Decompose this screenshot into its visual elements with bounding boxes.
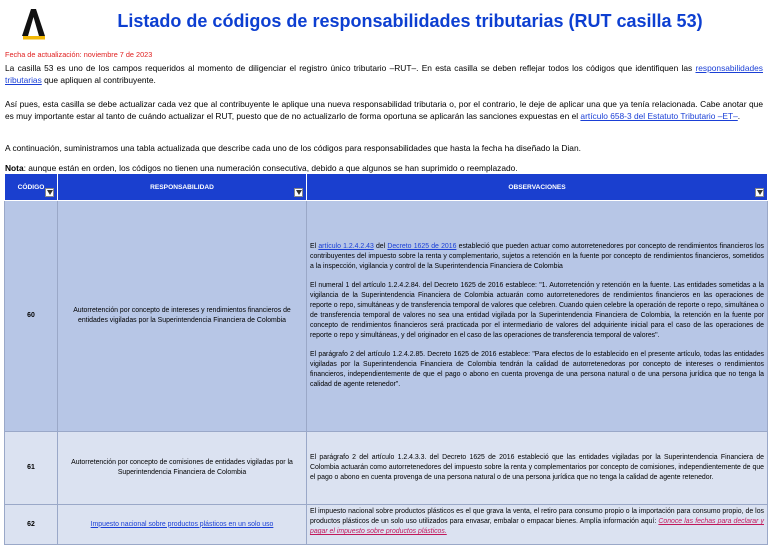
decreto-link[interactable]: Decreto 1625 de 2016 [387, 243, 457, 250]
responsabilidades-link[interactable]: responsabilidades tributarias [5, 63, 763, 86]
column-header-code: CÓDIGO [5, 174, 58, 201]
intro-paragraph-3: A continuación, suministramos una tabla actualizada que describe cada uno de los códigos para responsabilidades que hasta la fecha ha diseñado la Dian. [5, 143, 581, 153]
articulo-link[interactable]: artículo 1.2.4.2.43 [318, 243, 374, 250]
codes-table [4, 173, 768, 545]
code-cell: 62 [5, 505, 58, 545]
intro-paragraph-2: Así pues, esta casilla se debe actualizar cada vez que al contribuyente le aplique una nueva responsabilidad tributaria o, por el contrario, le deje de aplicar una que ya tenía relacionada. Cabe anotar que es muy importante estar al tanto de cuándo actualizar el RUT, puesto que de no actualizarlo de forma oportuna se aplicarán las sanciones expuestas en el artículo 658-3 del Estatuto Tributario –ET–. [5, 99, 763, 122]
responsabilidad-cell: Autorretención por concepto de intereses y rendimientos financieros de entidades vigiladas por la Superintendencia Financiera de Colombia [58, 201, 307, 432]
page-title: Listado de códigos de responsabilidades tributarias (RUT casilla 53) [117, 11, 703, 31]
filter-dropdown-icon[interactable] [294, 188, 303, 197]
update-date: Fecha de actualización: noviembre 7 de 2023 [5, 50, 153, 59]
table-row [5, 505, 768, 545]
fechas-plasticos-link[interactable]: Conoce las fechas para declarar y pagar el impuesto sobre productos plásticos. [310, 518, 764, 535]
responsabilidad-cell: Autorretención por concepto de comisiones de entidades vigiladas por la Superintendencia Financiera de Colombia [58, 432, 307, 505]
table-row [5, 201, 768, 432]
intro-paragraph-1: La casilla 53 es uno de los campos requeridos al momento de diligenciar el registro único tributario –RUT–. En esta casilla se deben reflejar todos los códigos que identifiquen las responsabilidades tributarias que apliquen al contribuyente. [5, 63, 763, 86]
observaciones-cell: El parágrafo 2 del artículo 1.2.4.3.3. del Decreto 1625 de 2016 estableció que las entidades vigiladas por la Superintendencia Financiera de Colombia actuarán como autorretenedores del impuesto sobre la renta y complementarios por concepto de comisiones, independientemente de que el pago o abono en cuenta provenga de una persona natural o de una persona jurídica que no tenga la calidad de agente retenedor. [307, 432, 768, 505]
column-header-responsabilidad: RESPONSABILIDAD [58, 174, 307, 201]
code-cell: 60 [5, 201, 58, 432]
column-header-observaciones: OBSERVACIONES [307, 174, 768, 201]
observaciones-cell: El artículo 1.2.4.2.43 del Decreto 1625 de 2016 estableció que pueden actuar como autorretenedores por concepto de rendimientos financieros los contribuyentes del impuesto sobre la renta y complementario, sujetos a retención en la fuente por concepto de rendimientos financieros, sometidos a la inspección, vigilancia y control de la Superintendencia Financiera de Colombia El numeral 1 del artículo 1.2.4.2.84. del Decreto 1625 de 2016 establece: "1. Autorretención y retención en la fuente. Las entidades sometidas a la vigilancia de la Superintendencia Financiera de Colombia actuarán como autorretenedores de rendimientos financieros en las operaciones de reporte o repo, simultáneas y de transferencia temporal de valores que celebren. Cuando quien celebre la operación de reporte o repo, simultánea o de transferencia temporal de valores no sea una entidad vigilada por la Superintendencia Financiera de Colombia, la retención en la fuente por concepto de rendimientos financieros será practicada por el intermediario de valores del adquiriente inicial para el caso de las operaciones de reporte o repo y simultáneas, y del originador en el caso de las operaciones de transferencia temporal de valores". El parágrafo 2 del artículo 1.2.4.2.85. Decreto 1625 de 2016 establece: "Para efectos de lo establecido en el presente artículo, todas las entidades vigiladas por la Superintendencia Financiera de Colombia tendrán la calidad de autorretenedoras por concepto de intereses o rendimientos financieros, independientemente de que el pago o abono en cuenta provenga de una persona natural o de una persona jurídica que no tenga la calidad de agente retenedor". [307, 201, 768, 432]
filter-dropdown-icon[interactable] [755, 188, 764, 197]
plasticos-link[interactable]: Impuesto nacional sobre productos plásticos en un solo uso [90, 520, 274, 528]
observaciones-cell: El impuesto nacional sobre productos plásticos es el que grava la venta, el retiro para consumo propio o la importación para consumo propio, de los productos plásticos de un solo uso utilizados para envasar, embalar o empacar bienes. Amplía información aquí: Conoce las fechas para declarar y pagar el impuesto sobre productos plásticos. [307, 505, 768, 545]
logo-icon [20, 6, 46, 40]
code-cell: 61 [5, 432, 58, 505]
table-row [5, 432, 768, 505]
note-paragraph: Nota: aunque están en orden, los códigos no tienen una numeración consecutiva, debido a que algunos se han suprimido o reemplazado. [5, 163, 518, 173]
articulo-658-3-link[interactable]: artículo 658-3 del Estatuto Tributario –ET– [580, 111, 738, 122]
responsabilidad-cell [58, 505, 307, 545]
filter-dropdown-icon[interactable] [45, 188, 54, 197]
